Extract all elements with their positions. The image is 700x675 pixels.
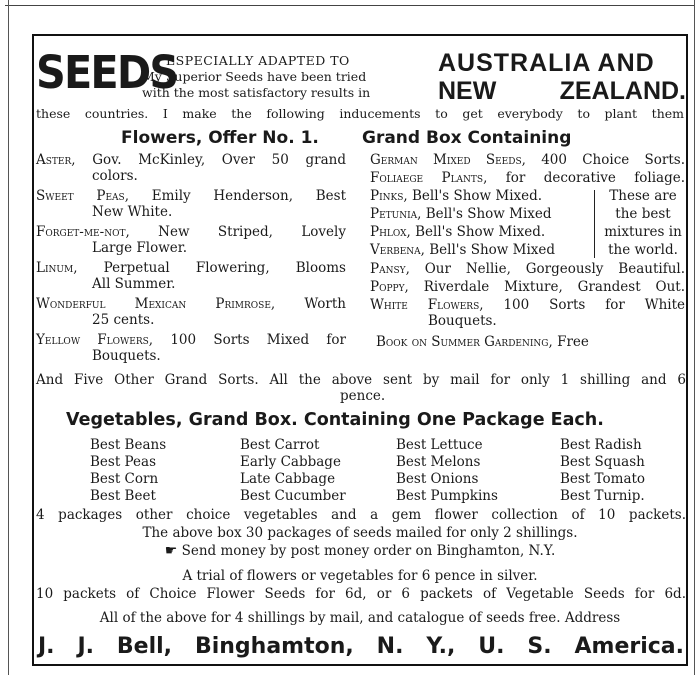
- show-item-verbena: Verbena, Bell's Show Mixed: [370, 242, 556, 258]
- veg-item: Best Cucumber: [240, 488, 346, 504]
- flower-item-forget-me-not-cont: Large Flower.: [92, 240, 188, 256]
- veg-item: Best Beet: [90, 488, 156, 504]
- veg-item: Best Carrot: [240, 437, 320, 453]
- country-australia: AUSTRALIA AND: [438, 49, 655, 77]
- flower-item-mexican-primrose-cont: 25 cents.: [92, 312, 155, 328]
- seeds-title: SEEDS: [36, 46, 178, 99]
- column-rule-right: [694, 0, 695, 675]
- flower-item-aster: Aster, Gov. McKinley, Over 50 grand: [36, 152, 346, 168]
- flower-item-sweet-peas-cont: New White.: [92, 204, 173, 220]
- flowers-closing: And Five Other Grand Sorts. All the above sent by mail for only 1 shilling and 6: [36, 372, 686, 388]
- all-offer: All of the above for 4 shillings by mail, and catalogue of seeds free. Address: [99, 610, 621, 626]
- veg-col-1: [90, 437, 166, 505]
- column-rule-top: [5, 5, 695, 6]
- veg-item: Best Beans: [90, 437, 167, 453]
- veg-item: Best Melons: [396, 454, 481, 470]
- show-mixed-divider: [594, 190, 595, 258]
- veg-item: Best Tomato: [560, 471, 646, 487]
- veg-item: Early Cabbage: [240, 454, 341, 470]
- header-line-1: ESPECIALLY ADAPTED TO: [166, 53, 350, 68]
- veg-item: Best Squash: [560, 454, 645, 470]
- flowers-heading: Flowers, Offer No. 1.: [121, 128, 319, 148]
- flower-item-pansy: Pansy, Our Nellie, Gorgeously Beautiful.: [370, 261, 685, 277]
- country-new-zealand: NEW ZEALAND.: [438, 77, 686, 105]
- veg-item: Best Lettuce: [396, 437, 483, 453]
- advertiser-address: J. J. Bell, Binghamton, N. Y., U. S. America.: [38, 634, 684, 659]
- show-item-phlox: Phlox, Bell's Show Mixed.: [370, 224, 546, 240]
- flower-item-linum: Linum, Perpetual Flowering, Blooms: [36, 260, 346, 276]
- pointing-hand-icon: ☛: [164, 543, 178, 559]
- flower-item-forget-me-not: Forget-me-not, New Striped, Lovely: [36, 224, 346, 240]
- flower-item-aster-cont: colors.: [92, 168, 138, 184]
- veg-item: Best Radish: [560, 437, 642, 453]
- show-note-4: the world.: [608, 242, 678, 258]
- vegetables-heading: Vegetables, Grand Box. Containing One Package Each.: [66, 410, 604, 430]
- veg-item: Best Peas: [90, 454, 156, 470]
- column-rule-left: [8, 0, 9, 675]
- veg-extra: 4 packages other choice vegetables and a gem flower collection of 10 packets.: [36, 507, 686, 523]
- seed-advertisement: [32, 34, 688, 666]
- trial-offer: A trial of flowers or vegetables for 6 pence in silver.: [182, 568, 538, 584]
- show-item-petunia: Petunia, Bell's Show Mixed: [370, 206, 552, 222]
- flower-item-yellow-flowers-cont: Bouquets.: [92, 348, 161, 364]
- flower-item-mexican-primrose: Wonderful Mexican Primrose, Worth: [36, 296, 346, 312]
- veg-col-2: [240, 437, 346, 505]
- veg-col-4: [560, 437, 645, 505]
- veg-item: Best Pumpkins: [396, 488, 498, 504]
- flower-item-white-flowers: White Flowers, 100 Sorts for White: [370, 297, 685, 313]
- flower-item-sweet-peas: Sweet Peas, Emily Henderson, Best: [36, 188, 346, 204]
- veg-item: Best Turnip.: [560, 488, 645, 504]
- flowers-closing-cont: pence.: [340, 388, 386, 404]
- flower-item-german-mixed: German Mixed Seeds, 400 Choice Sorts.: [370, 152, 685, 168]
- show-note-1: These are: [609, 188, 677, 204]
- flower-item-linum-cont: All Summer.: [92, 276, 176, 292]
- flower-item-white-flowers-cont: Bouquets.: [428, 313, 497, 329]
- show-note-3: mixtures in: [604, 224, 682, 240]
- grand-box-heading: Grand Box Containing: [362, 128, 572, 148]
- veg-item: Best Corn: [90, 471, 159, 487]
- header-line-3: with the most satisfactory results in: [142, 85, 371, 100]
- veg-item: Best Onions: [396, 471, 479, 487]
- show-item-pinks: Pinks, Bell's Show Mixed.: [370, 188, 543, 204]
- packets-offer: 10 packets of Choice Flower Seeds for 6d, or 6 packets of Vegetable Seeds for 6d.: [36, 586, 686, 602]
- flower-item-yellow-flowers: Yellow Flowers, 100 Sorts Mixed for: [36, 332, 346, 348]
- veg-col-3: [396, 437, 498, 505]
- flower-item-foliage: Foliaege Plants, for decorative foliage.: [370, 170, 685, 186]
- veg-item: Late Cabbage: [240, 471, 336, 487]
- money-order-line: ☛ Send money by post money order on Binghamton, N.Y.: [164, 543, 556, 559]
- show-note-2: the best: [615, 206, 671, 222]
- header-line-4: these countries. I make the following inducements to get everybody to plant them: [36, 106, 684, 121]
- header-line-2: My Superior Seeds have been tried: [142, 69, 367, 84]
- flower-item-book: Book on Summer Gardening, Free: [376, 334, 589, 350]
- veg-price: The above box 30 packages of seeds mailed for only 2 shillings.: [142, 525, 578, 541]
- flower-item-poppy: Poppy, Riverdale Mixture, Grandest Out.: [370, 279, 685, 295]
